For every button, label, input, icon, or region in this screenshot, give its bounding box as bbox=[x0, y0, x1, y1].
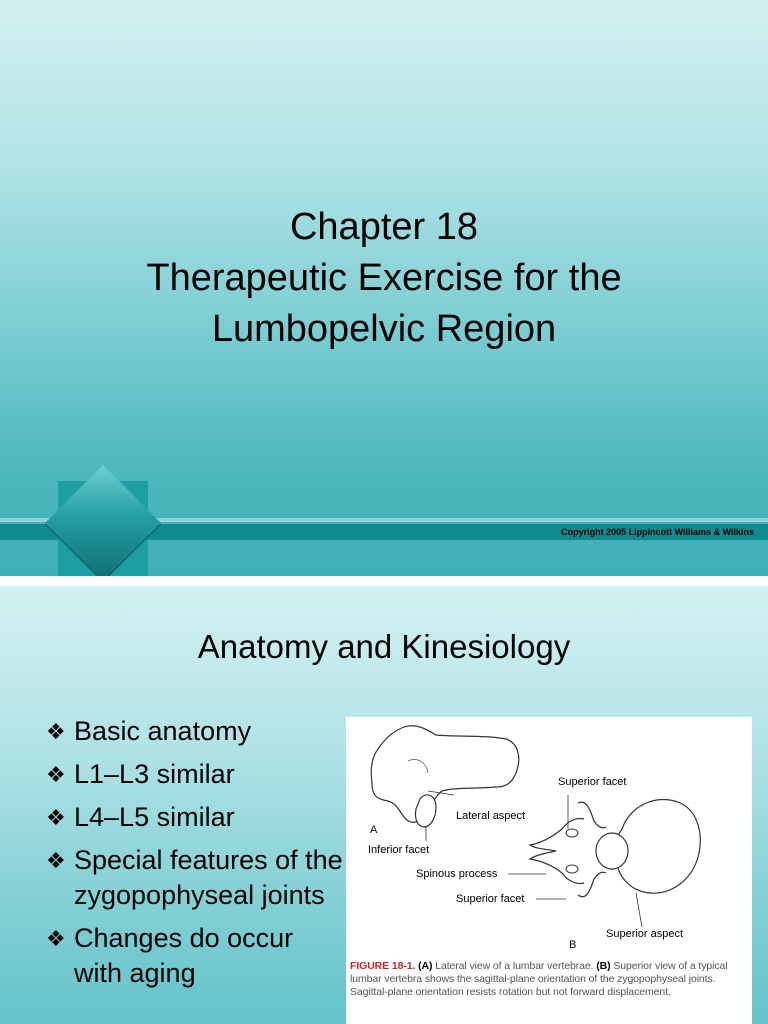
bullet-list bbox=[46, 714, 346, 999]
label-inferior-facet: Inferior facet bbox=[368, 844, 430, 856]
label-b: B bbox=[569, 939, 577, 951]
slide-separator bbox=[0, 576, 768, 586]
bullet-item bbox=[46, 714, 346, 749]
slide-title bbox=[0, 202, 768, 355]
bullet-text: Special features of the zygopophyseal joints bbox=[74, 845, 343, 910]
bullet-diamond-icon: ❖ bbox=[46, 719, 66, 744]
caption-a-marker: (A) bbox=[418, 960, 433, 972]
bullet-diamond-icon: ❖ bbox=[46, 805, 66, 830]
title-line-1: Chapter 18 bbox=[289, 206, 478, 248]
label-lateral-aspect: Lateral aspect bbox=[456, 810, 526, 822]
vertebra-figure bbox=[346, 717, 752, 1024]
label-superior-aspect: Superior aspect bbox=[606, 928, 684, 940]
bullet-diamond-icon: ❖ bbox=[46, 762, 66, 787]
bullet-text: Basic anatomy bbox=[74, 716, 252, 746]
bullet-item bbox=[46, 757, 346, 792]
figure-caption bbox=[350, 960, 746, 999]
caption-b-text: Superior view of a typical lumbar vertebra shows the sagittal-plane orientation of the zygopophyseal joints. Sagittal-plane orientation resists rotation but not forward displacement. bbox=[350, 960, 728, 998]
label-a: A bbox=[370, 824, 378, 836]
content-slide bbox=[0, 586, 768, 1024]
copyright-notice: Copyright 2005 Lippincott Williams & Wilkins bbox=[561, 527, 754, 537]
caption-a-text: Lateral view of a lumbar vertebrae. bbox=[432, 960, 597, 972]
title-line-2: Therapeutic Exercise for the bbox=[146, 257, 622, 299]
label-superior-facet-bottom: Superior facet bbox=[456, 893, 525, 905]
label-superior-facet-top: Superior facet bbox=[558, 776, 627, 788]
bullet-text: L4–L5 similar bbox=[74, 802, 235, 832]
slide-heading: Anatomy and Kinesiology bbox=[197, 628, 571, 665]
bullet-text: L1–L3 similar bbox=[74, 759, 235, 789]
vertebra-illustration bbox=[346, 717, 752, 957]
caption-figure-number: FIGURE 18-1. bbox=[350, 960, 416, 972]
label-spinous-process: Spinous process bbox=[416, 868, 498, 880]
caption-b-marker: (B) bbox=[596, 960, 611, 972]
bullet-item bbox=[46, 843, 346, 913]
title-line-3: Lumbopelvic Region bbox=[211, 308, 557, 350]
bullet-diamond-icon: ❖ bbox=[46, 926, 66, 951]
bullet-diamond-icon: ❖ bbox=[46, 848, 66, 873]
bullet-item bbox=[46, 800, 346, 835]
bullet-text: Changes do occur with aging bbox=[74, 923, 294, 988]
bullet-item bbox=[46, 921, 346, 991]
